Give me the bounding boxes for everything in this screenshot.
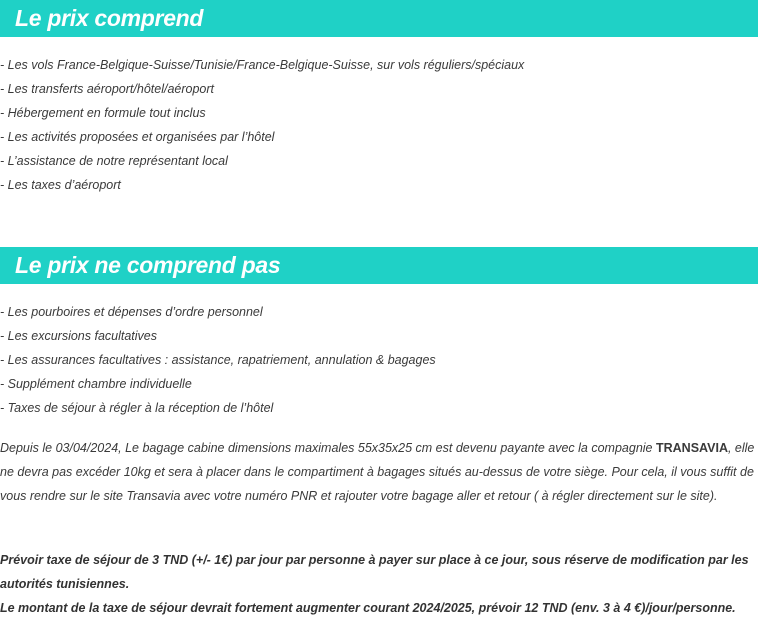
list-item: - Les excursions facultatives [0,329,158,343]
list-item: - Supplément chambre individuelle [0,377,192,391]
included-section [0,0,758,197]
baggage-text-after: , elle ne devra pas excéder 10kg et sera à placer dans le compartiment à bagages situés au-dessus de votre siège. Pour cela, il vous suffit de vous rendre sur le site Transavia avec votre numéro PNR et rajouter votre bagage aller et retour ( à régler directement sur le site). [0,441,755,503]
airline-name: TRANSAVIA [655,441,728,455]
list-item: - Taxes de séjour à régler à la réception de l’hôtel [0,401,274,415]
baggage-text-before: Depuis le 03/04/2024, Le bagage cabine dimensions maximales 55x35x25 cm est devenu payante avec la compagnie [0,441,656,455]
list-item: - Les pourboires et dépenses d’ordre personnel [0,305,263,319]
list-item: - Les assurances facultatives : assistance, rapatriement, annulation & bagages [0,353,436,367]
list-item: - Hébergement en formule tout inclus [0,106,206,120]
excluded-header [0,247,758,284]
list-item: - Les transferts aéroport/hôtel/aéroport [0,82,215,96]
baggage-notice [0,436,758,508]
included-list [0,53,758,197]
excluded-section [0,247,758,420]
excluded-title: Le prix ne comprend pas [15,252,281,278]
list-item: - Les vols France-Belgique-Suisse/Tunisie/France-Belgique-Suisse, sur vols réguliers/spéciaux [0,58,525,72]
tax-notice [0,548,758,620]
excluded-list [0,300,758,420]
tax-line-2: Le montant de la taxe de séjour devrait fortement augmenter courant 2024/2025, prévoir 12 TND (env. 3 à 4 €)/jour/personne. [0,601,736,615]
included-title: Le prix comprend [15,5,204,31]
list-item: - Les taxes d’aéroport [0,178,121,192]
tax-line-1: Prévoir taxe de séjour de 3 TND (+/- 1€) par jour par personne à payer sur place à ce jour, sous réserve de modification par les autorités tunisiennes. [0,553,749,591]
list-item: - Les activités proposées et organisées par l’hôtel [0,130,275,144]
list-item: - L’assistance de notre représentant local [0,154,228,168]
included-header [0,0,758,37]
